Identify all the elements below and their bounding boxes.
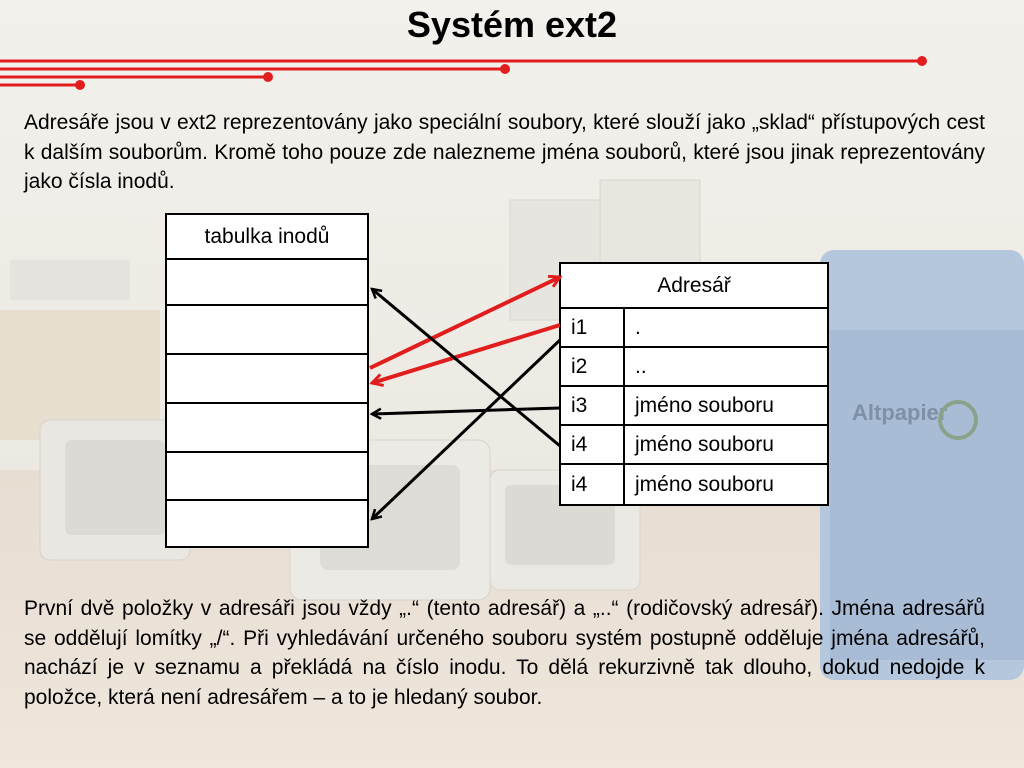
inode-table-header-label: tabulka inodů [204,224,330,248]
bottom-paragraph: První dvě položky v adresáři jsou vždy „.“ (tento adresář) a „..“ (rodičovský adresář). Jména adresářů se oddělují lomítky „/“. Při vyhledávání určeného souboru systém postupně odděluje jména adresářů, nachází je v seznamu a překládá na číslo inodu. To dělá rekurzivně tak dlouho, dokud nedojde k položce, která není adresářem – a to je hledaný soubor. [24,597,985,709]
directory-inode-cell: i2 [561,348,625,385]
arrow-i3-to-inode [372,408,560,414]
directory-header-label: Adresář [657,273,731,297]
directory-inode-cell: i3 [561,387,625,424]
directory-name-cell: . [635,315,641,339]
directory-inode-cell: i4 [561,426,625,463]
directory-name-cell: jméno souboru [635,432,774,456]
directory-name-cell: jméno souboru [635,393,774,417]
intro-paragraph: Adresáře jsou v ext2 reprezentovány jako speciální soubory, které slouží jako „sklad“ přístupových cest k dalším souborům. Kromě toho pouze zde nalezneme jména souborů, které jsou jinak reprezentovány jako čísla inodů. [24,111,985,193]
altpapier-label: Altpapier [852,400,948,425]
directory-name-cell: jméno souboru [635,472,774,496]
directory-name-cell: .. [635,354,647,378]
directory-inode-cell: i4 [561,465,625,504]
page-title: Systém ext2 [406,4,618,45]
directory-inode-cell: i1 [561,309,625,346]
